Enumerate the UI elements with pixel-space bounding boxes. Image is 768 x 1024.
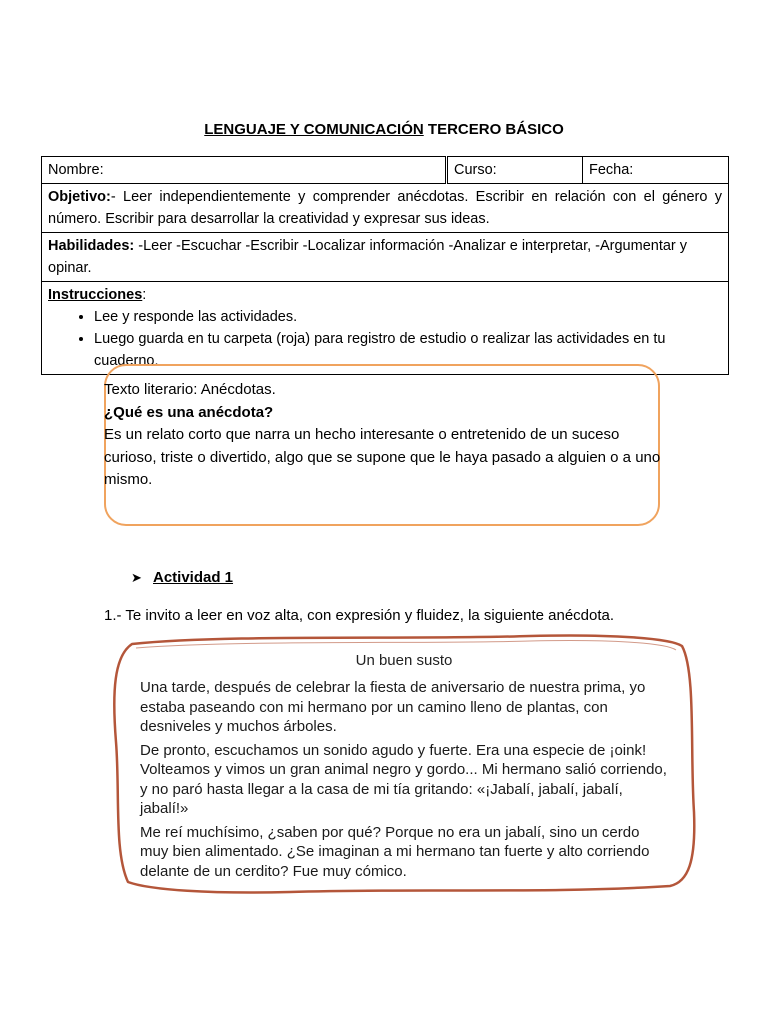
activity-heading <box>131 569 233 586</box>
objetivo-cell <box>42 184 729 233</box>
story-paragraph: Una tarde, después de celebrar la fiesta de aniversario de nuestra prima, yo estaba paseando con mi hermano por un camino lleno de plantas, con desniveles y muchos árboles. <box>140 679 646 735</box>
habilidades-row <box>42 233 729 282</box>
instrucciones-label: Instrucciones <box>48 287 143 303</box>
activity-instruction: 1.- Te invito a leer en voz alta, con expresión y fluidez, la siguiente anécdota. <box>104 607 615 624</box>
instrucciones-colon: : <box>142 287 147 303</box>
nombre-label: Nombre: <box>48 162 104 178</box>
fecha-label: Fecha: <box>589 162 634 178</box>
objetivo-row <box>42 184 729 233</box>
grade-title: TERCERO BÁSICO <box>423 121 564 138</box>
student-info-row <box>42 157 729 184</box>
curso-label: Curso: <box>454 162 497 178</box>
instrucciones-row <box>42 282 729 375</box>
story-frame <box>110 632 698 894</box>
definition-heading: Texto literario: Anécdotas. <box>104 381 276 398</box>
list-item: • Lee y responde las actividades. <box>94 306 722 328</box>
instrucciones-cell <box>42 282 729 375</box>
instrucciones-list <box>48 306 722 372</box>
nombre-cell[interactable] <box>42 157 447 184</box>
definition-body: Es un relato corto que narra un hecho interesante o entretenido de un suceso curioso, triste o divertido, algo que se supone que le haya pasado a alguien o a uno mismo. <box>104 426 661 488</box>
curso-cell[interactable] <box>447 157 583 184</box>
definition-question: ¿Qué es una anécdota? <box>104 403 274 421</box>
habilidades-text: -Leer -Escuchar -Escribir -Localizar información -Analizar e interpretar, -Argumentar y opinar. <box>48 238 688 276</box>
story-body <box>140 678 668 885</box>
objetivo-label: Objetivo: <box>48 189 111 205</box>
activity-label: Actividad 1 <box>153 569 234 586</box>
list-item: • Luego guarda en tu carpeta (roja) para registro de estudio o realizar las actividades en tu cuaderno. <box>94 328 722 372</box>
habilidades-label: Habilidades: <box>48 238 135 254</box>
fecha-cell[interactable] <box>583 157 729 184</box>
habilidades-cell <box>42 233 729 282</box>
page-title <box>0 121 768 138</box>
story-paragraph: Me reí muchísimo, ¿saben por qué? Porque no era un jabalí, sino un cerdo muy bien alimentado. ¿Se imaginan a mi hermano tan fuerte y alto corriendo delante de un cerdito? Fue muy cómico. <box>140 823 650 880</box>
story-paragraph: De pronto, escuchamos un sonido agudo y fuerte. Era una especie de ¡oink! Volteamos y vimos un gran animal negro y gordo... Mi hermano salió corriendo, y no paró hasta llegar a la casa de mi tía gritando: «¡Jabalí, jabalí, jabalí, jabalí!» <box>140 741 667 817</box>
student-info-table <box>41 156 729 375</box>
arrow-bullet-icon: ➤ <box>131 570 142 585</box>
objetivo-text: - Leer independientemente y comprender anécdotas. Escribir en relación con el género y número. Escribir para desarrollar la creatividad y expresar sus ideas. <box>48 189 722 227</box>
subject-title: LENGUAJE Y COMUNICACIÓN <box>204 121 424 138</box>
definition-text <box>104 379 674 492</box>
story-title: Un buen susto <box>355 652 453 669</box>
